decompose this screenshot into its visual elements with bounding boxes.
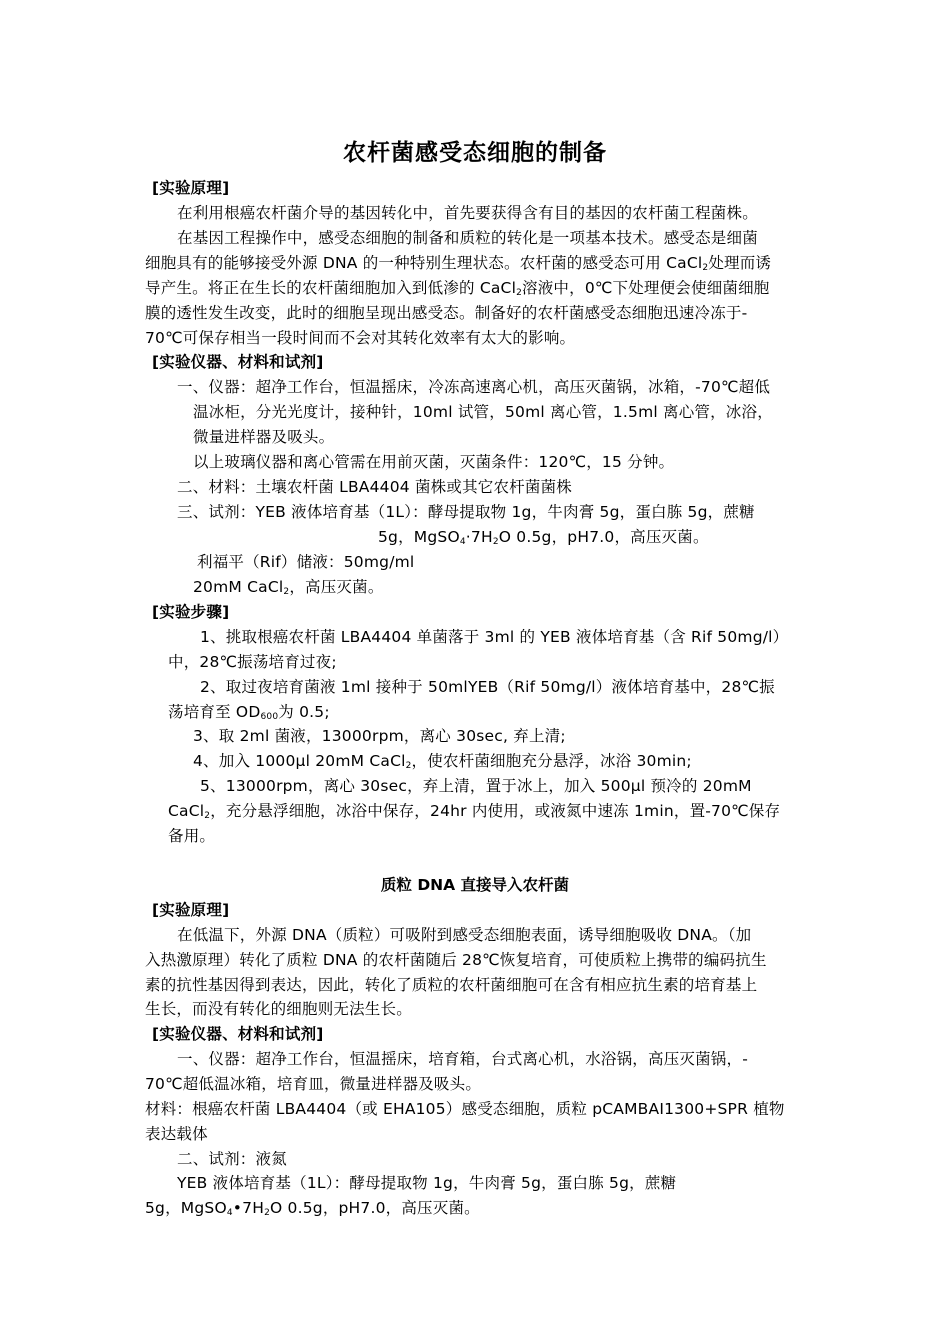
subscript: 2 — [264, 1208, 270, 1218]
paragraph-line: 备用。 — [168, 827, 216, 845]
paragraph-line: 素的抗性基因得到表达，因此，转化了质粒的农杆菌细胞可在含有相应抗生素的培育基上 — [145, 976, 758, 994]
subscript: 2 — [283, 587, 290, 597]
text-run: 荡培育至 OD — [168, 703, 261, 721]
paragraph-line: 二、材料：土壤农杆菌 LBA4404 菌株或其它农杆菌菌株 — [177, 478, 572, 496]
paragraph-line — [145, 1196, 480, 1220]
text-run: 处理而诱 — [708, 254, 772, 272]
text-run: 导产生。将正在生长的农杆菌细胞加入到低渗的 CaCl — [145, 279, 517, 297]
subscript: 2 — [405, 761, 412, 771]
text-run: 5g，MgSO — [378, 528, 460, 546]
paragraph-line: 二、试剂：液氮 — [177, 1150, 287, 1168]
section-heading-principle: [实验原理] — [152, 179, 230, 197]
text-run: 细胞具有的能够接受外源 DNA 的一种特别生理状态。农杆菌的感受态可用 CaCl — [145, 254, 703, 272]
paragraph-line: 在基因工程操作中，感受态细胞的制备和质粒的转化是一项基本技术。感受态是细菌 — [177, 229, 758, 247]
paragraph-line: 一、仪器：超净工作台，恒温摇床，培育箱，台式离心机，水浴锅，高压灭菌锅，- — [177, 1050, 748, 1068]
paragraph-line: 微量进样器及吸头。 — [193, 428, 335, 446]
text-run: ，使农杆菌细胞充分悬浮，冰浴 30min; — [411, 752, 692, 770]
text-run: 为 0.5; — [278, 703, 330, 721]
section-heading-principle: [实验原理] — [152, 901, 230, 919]
paragraph-line: 中，28℃振荡培育过夜; — [168, 653, 337, 671]
text-run: ，充分悬浮细胞，冰浴中保存，24hr 内使用，或液氮中速冻 1min，置-70℃保存 — [210, 802, 781, 820]
section-heading-materials: [实验仪器、材料和试剂] — [152, 1025, 324, 1043]
text-run: ，高压灭菌。 — [289, 578, 384, 596]
text-run: O 0.5g，pH7.0，高压灭菌。 — [270, 1199, 480, 1217]
text-run: 4、加入 1000µl 20mM CaCl — [193, 752, 406, 770]
section-heading-materials: [实验仪器、材料和试剂] — [152, 353, 324, 371]
paragraph-line — [193, 575, 384, 599]
paragraph-line — [168, 700, 330, 724]
text-run: 20mM CaCl — [193, 578, 284, 596]
paragraph-line: 2、取过夜培育菌液 1ml 接种于 50mlYEB（Rif 50mg/l）液体培育基中，28℃振 — [200, 678, 775, 696]
paragraph-line: 生长，而没有转化的细胞则无法生长。 — [145, 1000, 412, 1018]
subscript: 600 — [260, 712, 279, 722]
paragraph-line: 在低温下，外源 DNA（质粒）可吸附到感受态细胞表面，诱导细胞吸收 DNA。（加 — [177, 926, 752, 944]
text-run: •7H — [232, 1199, 265, 1217]
subscript: 2 — [702, 263, 709, 273]
text-run: CaCl — [168, 802, 205, 820]
paragraph-line — [378, 525, 709, 549]
paragraph-line: 温冰柜，分光光度计，接种针，10ml 试管，50ml 离心管，1.5ml 离心管，冰浴， — [193, 403, 773, 421]
paragraph-line: 三、试剂：YEB 液体培育基（1L）：酵母提取物 1g，牛肉膏 5g，蛋白胨 5g，蔗糖 — [177, 503, 755, 521]
subscript: 4 — [226, 1208, 233, 1218]
page-title: 农杆菌感受态细胞的制备 — [343, 140, 607, 166]
text-run: 溶液中，0℃下处理便会使细菌细胞 — [522, 279, 770, 297]
text-run: 5g，MgSO — [145, 1199, 227, 1217]
paragraph-line: 一、仪器：超净工作台，恒温摇床，冷冻高速离心机，高压灭菌锅，冰箱，-70℃超低 — [177, 378, 771, 396]
subscript: 4 — [459, 537, 466, 547]
paragraph-line — [145, 276, 770, 300]
paragraph-line: YEB 液体培育基（1L）：酵母提取物 1g，牛肉膏 5g，蛋白胨 5g，蔗糖 — [177, 1174, 677, 1192]
paragraph-line: 表达载体 — [145, 1125, 208, 1143]
paragraph-line: 入热激原理）转化了质粒 DNA 的农杆菌随后 28℃恢复培育，可使质粒上携带的编码抗生 — [145, 951, 767, 969]
section-heading-steps: [实验步骤] — [152, 603, 230, 621]
subscript: 2 — [492, 537, 499, 547]
subscript: 2 — [204, 811, 211, 821]
subscript: 2 — [516, 288, 523, 298]
text-run: ·7H — [465, 528, 493, 546]
paragraph-line: 5、13000rpm，离心 30sec，弃上清，置于冰上，加入 500µl 预冷的 20mM — [200, 777, 752, 795]
paragraph-line: 70℃超低温冰箱，培育皿，微量进样器及吸头。 — [145, 1075, 482, 1093]
paragraph-line: 70℃可保存相当一段时间而不会对其转化效率有太大的影响。 — [145, 329, 576, 347]
paragraph-line: 3、取 2ml 菌液，13000rpm，离心 30sec, 弃上清; — [193, 727, 566, 745]
paragraph-line: 材料：根癌农杆菌 LBA4404（或 EHA105）感受态细胞，质粒 pCAMBAI1300+SPR 植物 — [145, 1100, 785, 1118]
paragraph-line: 膜的透性发生改变，此时的细胞呈现出感受态。制备好的农杆菌感受态细胞迅速冷冻于- — [145, 304, 748, 322]
paragraph-line: 利福平（Rif）储液：50mg/ml — [197, 553, 415, 571]
paragraph-line — [193, 749, 692, 773]
paragraph-line: 1、挑取根癌农杆菌 LBA4404 单菌落于 3ml 的 YEB 液体培育基（含 Rif 50mg/l） — [200, 628, 789, 646]
paragraph-line — [168, 799, 780, 823]
text-run: O 0.5g，pH7.0，高压灭菌。 — [498, 528, 709, 546]
paragraph-line: 在利用根癌农杆菌介导的基因转化中，首先要获得含有目的基因的农杆菌工程菌株。 — [177, 204, 758, 222]
section-title: 质粒 DNA 直接导入农杆菌 — [380, 876, 570, 894]
paragraph-line: 以上玻璃仪器和离心管需在用前灭菌，灭菌条件：120℃，15 分钟。 — [193, 453, 675, 471]
paragraph-line — [145, 251, 771, 275]
